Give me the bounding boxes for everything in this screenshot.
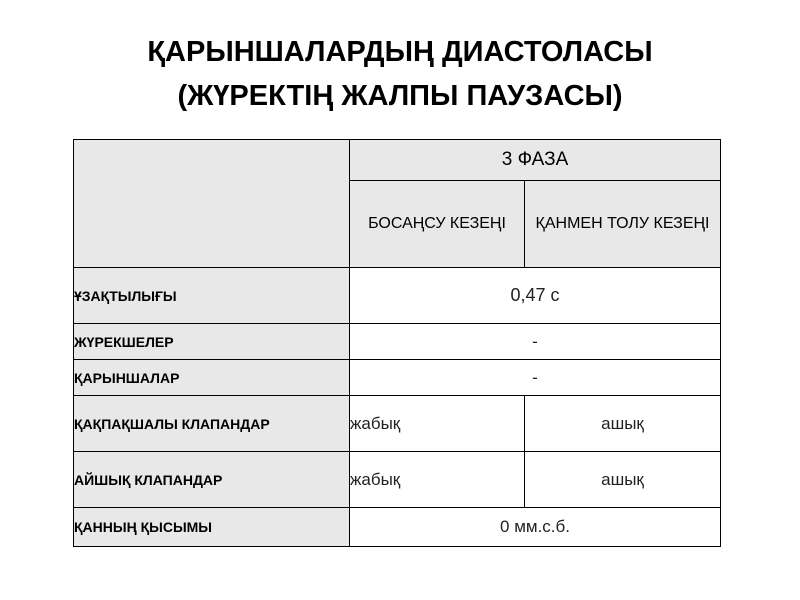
value-semilunar-relaxation: жабық bbox=[350, 452, 525, 508]
subheader-relaxation: БОСАҢСУ КЕЗЕҢІ bbox=[350, 181, 525, 268]
table-row-duration bbox=[74, 268, 721, 324]
table-row-semilunar-valves bbox=[74, 452, 721, 508]
subheader-filling: ҚАНМЕН ТОЛУ КЕЗЕҢІ bbox=[525, 181, 721, 268]
table-row-ventricles bbox=[74, 360, 721, 396]
row-label-atria: ЖҮРЕКШЕЛЕР bbox=[74, 324, 350, 360]
row-label-blood-pressure: ҚАННЫҢ ҚЫСЫМЫ bbox=[74, 508, 350, 547]
header-corner-cell bbox=[74, 140, 350, 268]
table-row-blood-pressure bbox=[74, 508, 721, 547]
header-row-phase bbox=[74, 140, 721, 181]
value-atria: - bbox=[350, 324, 721, 360]
value-ventricles: - bbox=[350, 360, 721, 396]
title-line-1: ҚАРЫНШАЛАРДЫҢ ДИАСТОЛАСЫ bbox=[147, 36, 653, 68]
row-label-ventricles: ҚАРЫНШАЛАР bbox=[74, 360, 350, 396]
value-av-valves-filling: ашық bbox=[525, 396, 721, 452]
title-line-2: (ЖҮРЕКТІҢ ЖАЛПЫ ПАУЗАСЫ) bbox=[177, 80, 623, 112]
phase-header-cell: 3 ФАЗА bbox=[350, 140, 721, 181]
value-blood-pressure: 0 мм.с.б. bbox=[350, 508, 721, 547]
table-row-av-valves bbox=[74, 396, 721, 452]
value-semilunar-filling: ашық bbox=[525, 452, 721, 508]
row-label-semilunar-valves: АЙШЫҚ КЛАПАНДАР bbox=[74, 452, 350, 508]
value-av-valves-relaxation: жабық bbox=[350, 396, 525, 452]
slide-title bbox=[0, 30, 800, 118]
diastole-phase-table bbox=[73, 139, 721, 547]
row-label-duration: ҰЗАҚТЫЛЫҒЫ bbox=[74, 268, 350, 324]
table-row-atria bbox=[74, 324, 721, 360]
row-label-av-valves: ҚАҚПАҚШАЛЫ КЛАПАНДАР bbox=[74, 396, 350, 452]
value-duration: 0,47 с bbox=[350, 268, 721, 324]
